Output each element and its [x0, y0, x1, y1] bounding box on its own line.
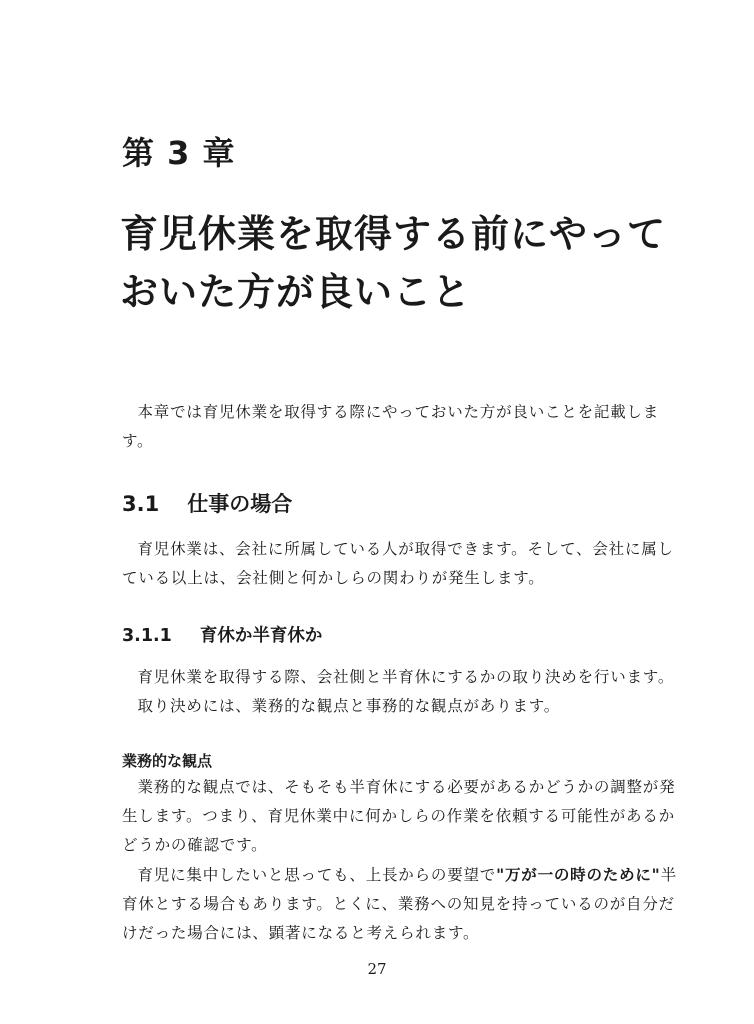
subsection-heading — [122, 622, 322, 647]
paragraph-2-text-start: 育児に集中したいと思っても、上長からの要望で — [137, 866, 497, 884]
chapter-title: 育児休業を取得する前にやっておいた方が良いこと — [120, 212, 667, 314]
intro-paragraph: 本章では育児休業を取得する際にやっておいた方が良いことを記載します。 — [122, 403, 660, 450]
subsection-paragraph-line-1: 育児休業を取得する際、会社側と半育休にするかの取り決めを行います。 — [137, 668, 675, 686]
section-title: 仕事の場合 — [187, 492, 293, 516]
paragraph-2-text-end: 半育休とする場合もあります。とくに、業務への知見を持っているのが自分だけだった場合には、顕著になると考えられます。 — [122, 866, 677, 942]
subsection-title: 育休か半育休か — [199, 626, 323, 646]
subsection-number: 3.1.1 — [122, 626, 172, 646]
subsection-paragraph-line-2: 取り決めには、業務的な観点と事務的な観点があります。 — [137, 697, 561, 715]
emphasis-text: "万が一の時のために" — [496, 865, 661, 884]
chapter-label: 第 3 章 — [122, 134, 236, 172]
section-number: 3.1 — [122, 492, 160, 516]
paragraph-heading: 業務的な観点 — [122, 752, 213, 770]
business-paragraph-2 — [122, 860, 678, 948]
section-paragraph: 育児休業は、会社に所属している人が取得できます。そして、会社に属している以上は、会社側と何かしらの関わりが発生します。 — [122, 540, 674, 587]
business-paragraph-1: 業務的な観点では、そもそも半育休にする必要があるかどうかの調整が発生します。つまり、育児休業中に何かしらの作業を依頼する可能性があるかどうかの確認です。 — [122, 778, 676, 854]
page-number: 27 — [367, 960, 387, 978]
section-heading — [122, 488, 292, 518]
